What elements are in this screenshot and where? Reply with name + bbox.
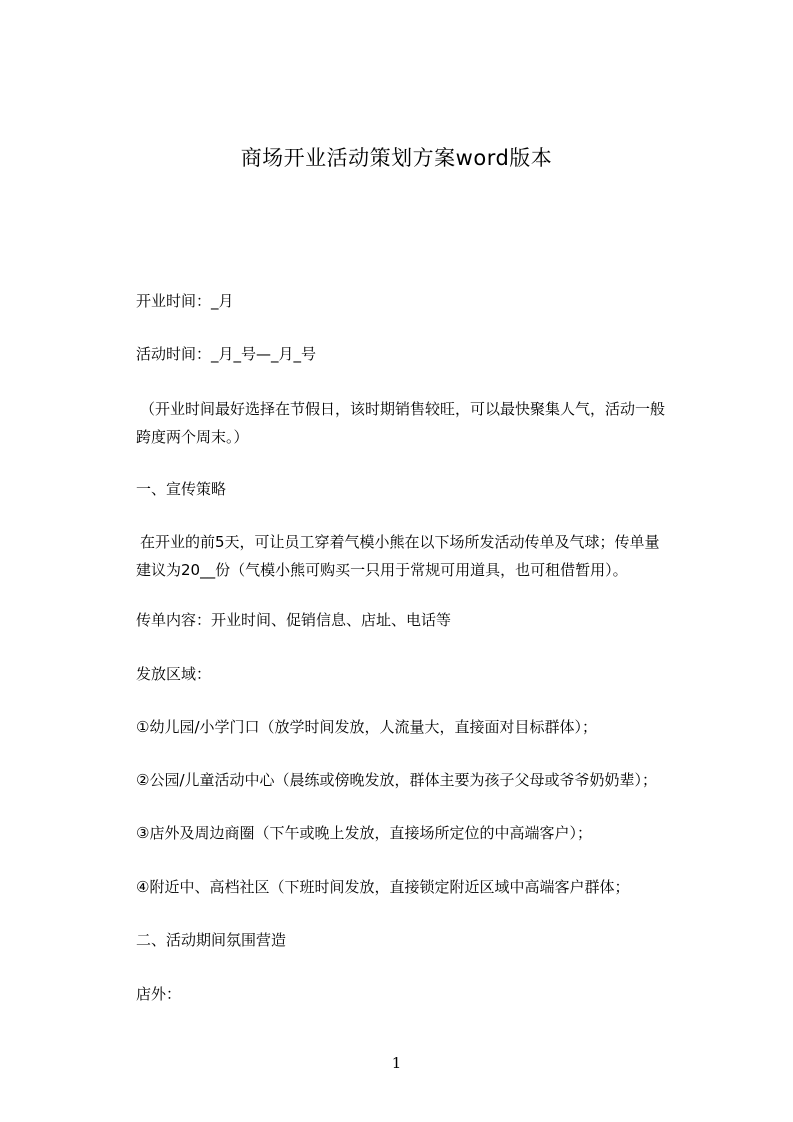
publicity-paragraph-line-2: 建议为20__份（气模小熊可购买一只用于常规可用道具，也可租借暂用）。: [136, 561, 628, 579]
distribution-item-4: ④附近中、高档社区（下班时间发放，直接锁定附近区域中高端客户群体；: [136, 878, 630, 896]
section-heading-publicity: 一、宣传策略: [136, 480, 227, 498]
document-title: 商场开业活动策划方案word版本: [240, 146, 553, 170]
outside-store-label: 店外：: [136, 985, 182, 1003]
page-number: 1: [391, 1054, 402, 1072]
section-heading-atmosphere: 二、活动期间氛围营造: [136, 931, 287, 949]
note-paragraph-line-1: （开业时间最好选择在节假日，该时期销售较旺，可以最快聚集人气，活动一般: [140, 400, 666, 418]
distribution-item-1: ①幼儿园/小学门口（放学时间发放，人流量大，直接面对目标群体）；: [136, 718, 598, 736]
activity-time-line: 活动时间：_月_号—_月_号: [136, 345, 317, 363]
note-paragraph-line-2: 跨度两个周末。）: [136, 428, 249, 446]
publicity-paragraph-line-1: 在开业的前5天，可让员工穿着气模小熊在以下场所发活动传单及气球；传单量: [140, 533, 660, 551]
distribution-item-2: ②公园/儿童活动中心（晨练或傍晚发放，群体主要为孩子父母或爷爷奶奶辈）；: [136, 771, 658, 789]
opening-time-line: 开业时间：_月: [136, 292, 234, 310]
flyer-content-line: 传单内容：开业时间、促销信息、店址、电话等: [136, 611, 452, 629]
distribution-item-3: ③店外及周边商圈（下午或晚上发放，直接场所定位的中高端客户）；: [136, 824, 592, 842]
distribution-area-label: 发放区域：: [136, 665, 212, 683]
